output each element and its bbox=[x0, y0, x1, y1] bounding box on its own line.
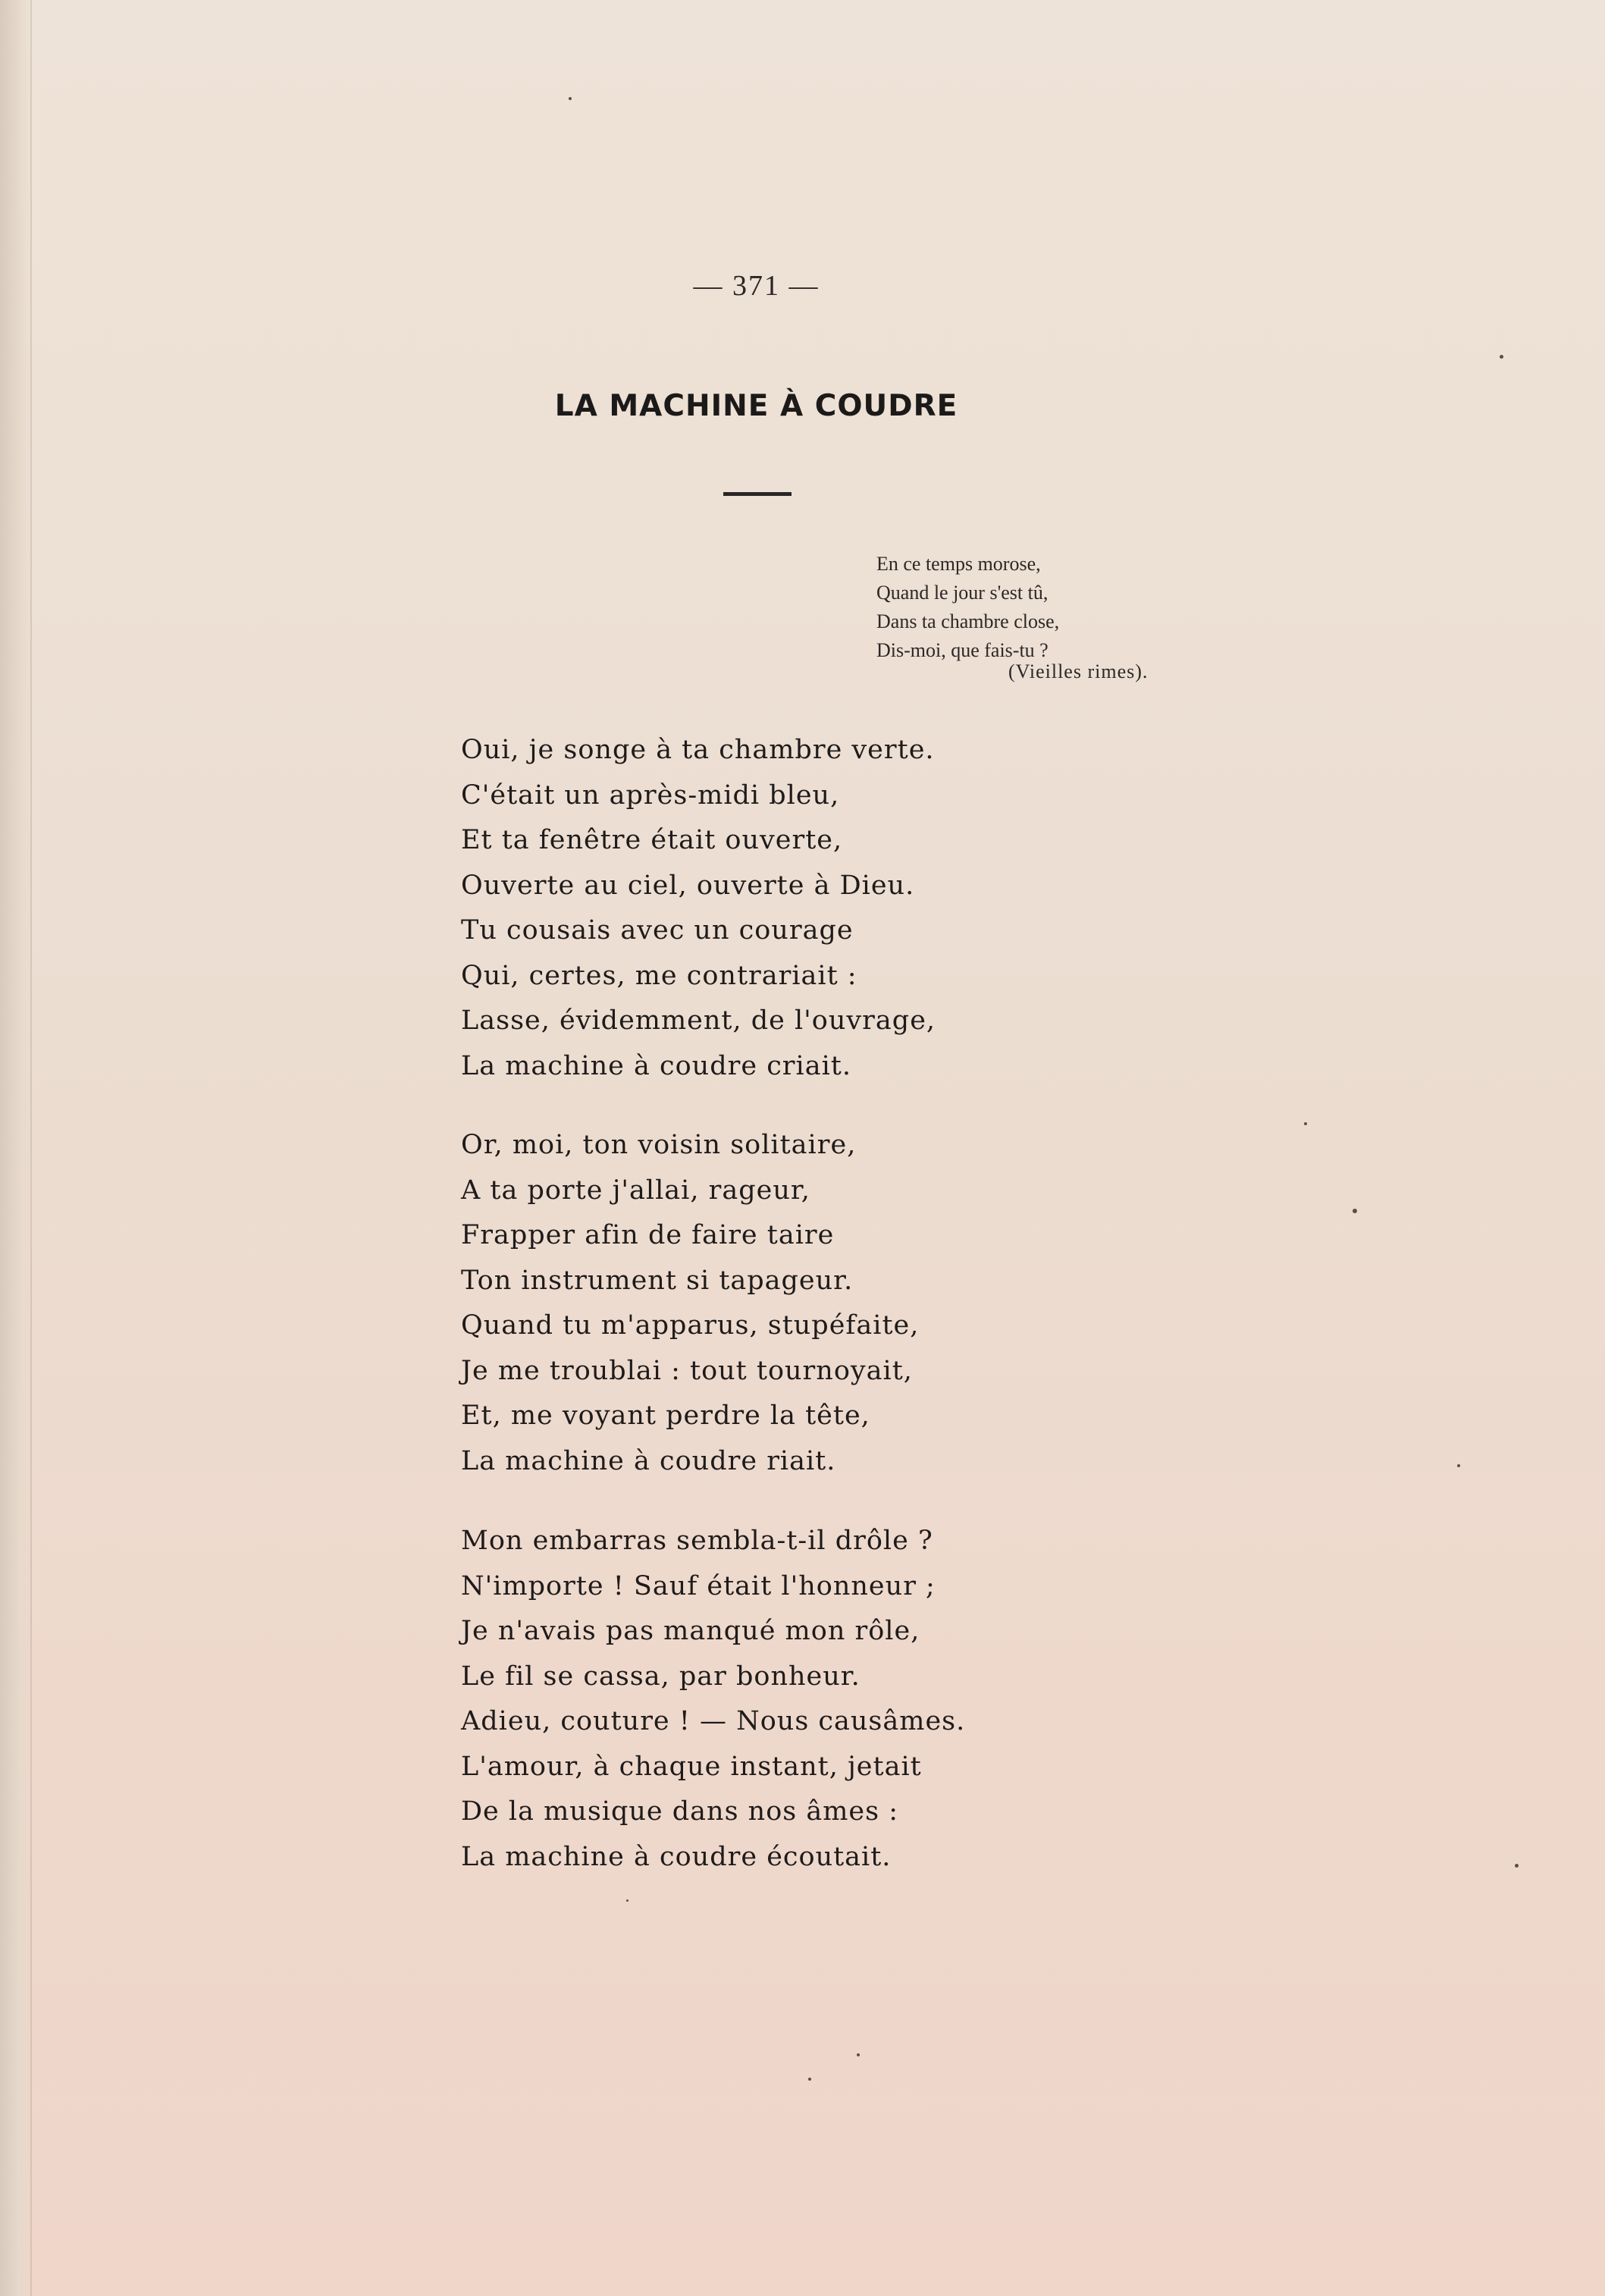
paper-speck bbox=[1457, 1464, 1460, 1467]
paper-speck bbox=[1304, 1122, 1307, 1125]
epigraph-line: Dis-moi, que fais-tu ? bbox=[876, 639, 1049, 661]
verse-line: Mon embarras sembla-t-il drôle ? bbox=[461, 1526, 933, 1556]
verse-line: Oui, je songe à ta chambre verte. bbox=[461, 735, 935, 765]
epigraph-source: (Vieilles rimes). bbox=[1008, 660, 1149, 682]
verse-line: La machine à coudre riait. bbox=[461, 1445, 836, 1476]
verse-line: La machine à coudre écoutait. bbox=[461, 1841, 892, 1872]
epigraph-line: Dans ta chambre close, bbox=[876, 610, 1060, 632]
verse-line: Et, me voyant perdre la tête, bbox=[461, 1400, 870, 1431]
paper-speck bbox=[626, 1899, 629, 1902]
verse-line: Quand tu m'apparus, stupéfaite, bbox=[461, 1310, 920, 1341]
verse-line: Je me troublai : tout tournoyait, bbox=[461, 1355, 913, 1386]
verse-line: Frapper afin de faire taire bbox=[461, 1220, 835, 1250]
page-fold-line bbox=[30, 0, 32, 2296]
verse-line: A ta porte j'allai, rageur, bbox=[461, 1175, 810, 1206]
verse-line: Lasse, évidemment, de l'ouvrage, bbox=[461, 1005, 936, 1036]
verse-line: Or, moi, ton voisin solitaire, bbox=[461, 1130, 857, 1160]
epigraph-line: Quand le jour s'est tû, bbox=[876, 582, 1049, 604]
verse-line: Je n'avais pas manqué mon rôle, bbox=[461, 1616, 920, 1646]
stanza-1 bbox=[461, 728, 1083, 1089]
paper-speck bbox=[857, 2053, 860, 2056]
paper-speck bbox=[569, 97, 572, 100]
verse-line: N'importe ! Sauf était l'honneur ; bbox=[461, 1570, 936, 1601]
verse-line: L'amour, à chaque instant, jetait bbox=[461, 1751, 922, 1782]
verse-line: C'était un après-midi bleu, bbox=[461, 779, 840, 811]
verse-line: Qui, certes, me contrariait : bbox=[461, 960, 857, 991]
verse-line: Adieu, couture ! — Nous causâmes. bbox=[461, 1706, 966, 1736]
epigraph-line: En ce temps morose, bbox=[876, 553, 1041, 575]
verse-line: De la musique dans nos âmes : bbox=[461, 1796, 899, 1827]
paper-speck bbox=[1515, 1864, 1519, 1868]
verse-line: La machine à coudre criait. bbox=[461, 1050, 851, 1081]
verse-line: Et ta fenêtre était ouverte, bbox=[461, 825, 843, 855]
verse-line: Le fil se cassa, par bonheur. bbox=[461, 1661, 860, 1692]
verse-line: Ouverte au ciel, ouverte à Dieu. bbox=[461, 870, 915, 901]
page-left-edge bbox=[0, 0, 32, 2296]
paper-speck bbox=[1353, 1209, 1357, 1213]
paper-speck bbox=[1500, 355, 1503, 359]
title-divider bbox=[723, 492, 792, 496]
page-number: — 371 — bbox=[693, 270, 820, 302]
stanza-3 bbox=[461, 1519, 1083, 1880]
stanza-2 bbox=[461, 1123, 1083, 1484]
poem-title: LA MACHINE À COUDRE bbox=[554, 389, 958, 423]
epigraph bbox=[876, 550, 1195, 665]
verse-line: Tu cousais avec un courage bbox=[461, 915, 854, 946]
paper-speck bbox=[808, 2078, 811, 2081]
verse-line: Ton instrument si tapageur. bbox=[461, 1265, 854, 1296]
